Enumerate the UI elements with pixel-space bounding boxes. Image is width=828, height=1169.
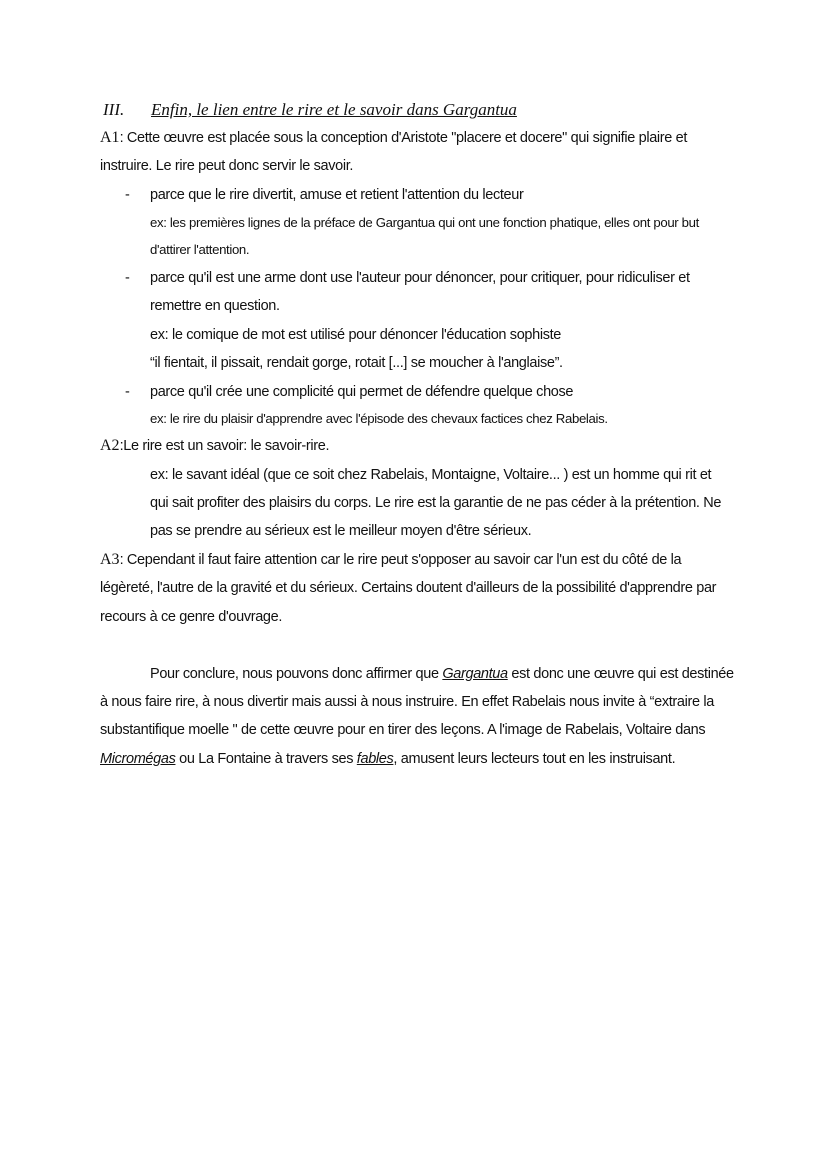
conclusion-line-4 [100,749,675,769]
a3-paragraph-line-1 [100,550,681,570]
conclusion-line-1 [150,664,734,684]
a2-example-1: ex: le savant idéal (que ce soit chez Rabelais, Montaigne, Voltaire... ) est un homme qui rit et [150,467,712,483]
bullet-1-line-1: parce que le rire divertit, amuse et retient l'attention du lecteur [150,187,524,203]
bullet-2-line-2: remettre en question. [150,298,280,314]
conclusion-text-1a: Pour conclure, nous pouvons donc affirmer que [150,666,443,682]
a2-heading-text: :Le rire est un savoir: le savoir-rire. [119,438,330,454]
a2-heading [100,436,329,456]
a1-paragraph-line-2: instruire. Le rire peut donc servir le savoir. [100,158,354,174]
bullet-marker: - [125,384,130,400]
a2-example-2: qui sait profiter des plaisirs du corps. Le rire est la garantie de ne pas céder à la prétention. Ne [150,495,722,511]
a3-text-1: : Cependant il faut faire attention car le rire peut s'opposer au savoir car l'un est du côté de la [119,552,682,568]
conclusion-text-4a: ou La Fontaine à travers ses [175,751,357,767]
work-title-gargantua: Gargantua [442,666,508,682]
bullet-marker: - [125,187,130,203]
conclusion-text-4b: , amusent leurs lecteurs tout en les instruisant. [393,751,676,767]
section-title: Enfin, le lien entre le rire et le savoir dans Gargantua [151,100,517,119]
bullet-2-example-1: ex: le comique de mot est utilisé pour dénoncer l'éducation sophiste [150,327,562,343]
conclusion-line-2: à nous faire rire, à nous divertir mais aussi à nous instruire. En effet Rabelais nous invite à “extraire la [100,694,714,710]
bullet-3-example-1: ex: le rire du plaisir d'apprendre avec l'épisode des chevaux factices chez Rabelais. [150,411,608,426]
section-heading [103,100,517,120]
bullet-2-line-1: parce qu'il est une arme dont use l'auteur pour dénoncer, pour critiquer, pour ridiculiser et [150,270,690,286]
work-title-micromegas: Micromégas [100,751,176,767]
a1-paragraph-line-1 [100,128,687,148]
bullet-1-example-1: ex: les premières lignes de la préface de Gargantua qui ont une fonction phatique, elles ont pour but [150,215,699,230]
work-title-fables: fables [356,751,394,767]
a1-label: A1 [100,129,120,146]
a1-text-1: : Cette œuvre est placée sous la conception d'Aristote "placere et docere" qui signifie plaire et [119,130,688,146]
section-number: III. [103,100,125,119]
bullet-marker: - [125,270,130,286]
bullet-2-example-2: “il fientait, il pissait, rendait gorge, rotait [...] se moucher à l'anglaise”. [150,355,563,371]
bullet-1-example-2: d'attirer l'attention. [150,242,250,257]
a3-paragraph-line-3: recours à ce genre d'ouvrage. [100,609,283,625]
bullet-3-line-1: parce qu'il crée une complicité qui permet de défendre quelque chose [150,384,574,400]
a2-label: A2 [100,437,120,454]
conclusion-text-1b: est donc une œuvre qui est destinée [507,666,734,682]
conclusion-line-3: substantifique moelle " de cette œuvre pour en tirer des leçons. A l'image de Rabelais, Voltaire dans [100,722,706,738]
a3-label: A3 [100,551,120,568]
a3-paragraph-line-2: légèreté, l'autre de la gravité et du sérieux. Certains doutent d'ailleurs de la possibilité d'apprendre par [100,580,717,596]
a2-example-3: pas se prendre au sérieux est le meilleur moyen d'être sérieux. [150,523,532,539]
